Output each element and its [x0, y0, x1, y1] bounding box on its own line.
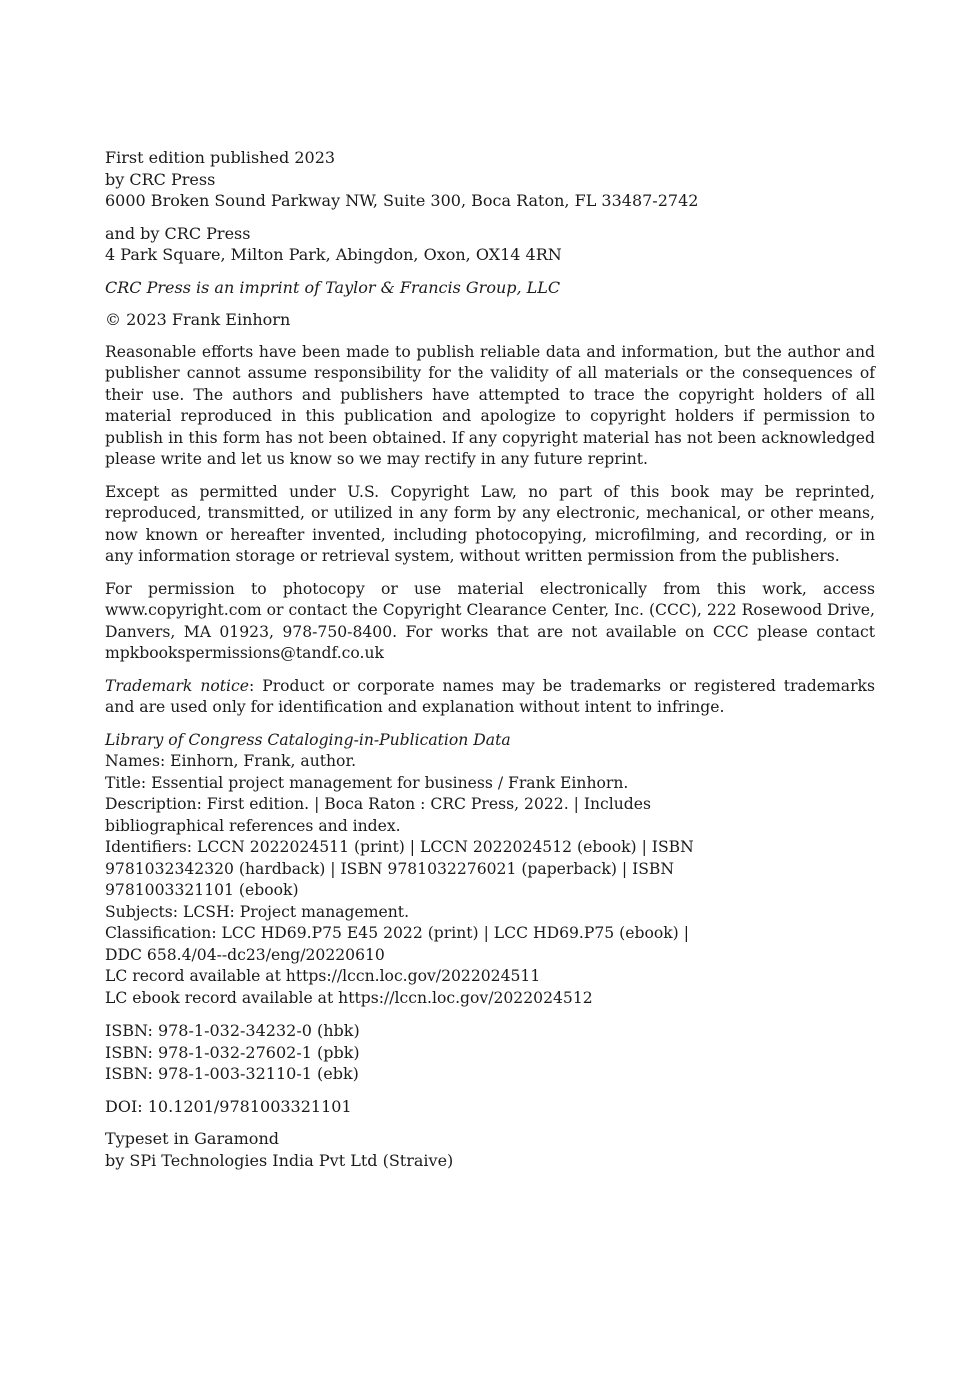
doi-text: DOI: 10.1201/9781003321101: [105, 1096, 352, 1116]
publisher-address: 6000 Broken Sound Parkway NW, Suite 300, Boca Raton, FL 33487-2742: [105, 191, 699, 210]
second-publisher-line: and by CRC Press: [105, 223, 251, 243]
publication-info: [105, 147, 875, 212]
second-publisher-address: 4 Park Square, Milton Park, Abingdon, Oxon, OX14 4RN: [105, 245, 562, 264]
cip-line: Identifiers: LCCN 2022024511 (print) | LCCN 2022024512 (ebook) | ISBN: [105, 838, 694, 856]
isbn-list: [105, 1020, 875, 1085]
copyright-text: © 2023 Frank Einhorn: [105, 310, 291, 329]
typeset-info: [105, 1128, 875, 1171]
cip-line: Title: Essential project management for business / Frank Einhorn.: [105, 773, 629, 792]
typeset-line: Typeset in Garamond: [105, 1129, 279, 1148]
cip-line: LC ebook record available at https://lccn.loc.gov/2022024512: [105, 988, 593, 1007]
isbn-pbk: ISBN: 978-1-032-27602-1 (pbk): [105, 1042, 360, 1062]
cip-line: Description: First edition. | Boca Raton : CRC Press, 2022. | Includes: [105, 795, 652, 813]
copyright-notice: [105, 309, 875, 331]
first-edition-line: First edition published 2023: [105, 148, 336, 167]
cip-line: 9781003321101 (ebook): [105, 881, 299, 899]
cip-line: Names: Einhorn, Frank, author.: [105, 752, 357, 770]
second-publisher-info: [105, 223, 875, 266]
cip-line: 9781032342320 (hardback) | ISBN 9781032276021 (paperback) | ISBN: [105, 859, 675, 878]
cip-line: Classification: LCC HD69.P75 E45 2022 (print) | LCC HD69.P75 (ebook) |: [105, 924, 689, 942]
cip-line: LC record available at https://lccn.loc.gov/2022024511: [105, 967, 541, 985]
cip-line: bibliographical references and index.: [105, 816, 401, 835]
permissions-paragraph: For permission to photocopy or use material electronically from this work, access www.copyright.com or contact the Copyright Clearance Center, Inc. (CCC), 222 Rosewood Drive, Danvers, MA 01923, 978-750-8400. For works that are not available on CCC please contact mpkbookspermissions@tandf.co.uk: [105, 579, 875, 662]
doi-block: [105, 1096, 875, 1118]
imprint-text: CRC Press is an imprint of Taylor & Francis Group, LLC: [105, 277, 561, 297]
trademark-text: : Product or corporate names may be trademarks or registered trademarks and are used only for identification and explanation without intent to infringe.: [105, 676, 875, 716]
typesetter-line: by SPi Technologies India Pvt Ltd (Straive): [105, 1150, 454, 1170]
isbn-ebk: ISBN: 978-1-003-32110-1 (ebk): [105, 1064, 359, 1083]
cip-line: Subjects: LCSH: Project management.: [105, 902, 410, 921]
trademark-paragraph: [105, 676, 875, 719]
trademark-label: Trademark notice: [105, 676, 249, 695]
cip-line: DDC 658.4/04--dc23/eng/20220610: [105, 945, 385, 964]
publisher-line: by CRC Press: [105, 169, 216, 189]
disclaimer-paragraph: Reasonable efforts have been made to publish reliable data and information, but the author and publisher cannot assume responsibility for the validity of all materials or the consequences of their use. The authors and publishers have attempted to trace the copyright holders of all material reproduced in this publication and apologize to copyright holders if permission to publish in this form has not been obtained. If any copyright material has not been acknowledged please write and let us know so we may rectify in any future reprint.: [105, 342, 875, 468]
copyright-page: [105, 147, 875, 1182]
cip-heading: Library of Congress Cataloging-in-Publication Data: [105, 730, 511, 749]
isbn-hbk: ISBN: 978-1-032-34232-0 (hbk): [105, 1021, 360, 1040]
imprint-statement: [105, 277, 875, 299]
cip-data: [105, 730, 875, 1010]
rights-paragraph: Except as permitted under U.S. Copyright Law, no part of this book may be reprinted, reproduced, transmitted, or utilized in any form by any electronic, mechanical, or other means, now known or hereafter invented, including photocopying, microfilming, and recording, or in any information storage or retrieval system, without written permission from the publishers.: [105, 482, 875, 565]
